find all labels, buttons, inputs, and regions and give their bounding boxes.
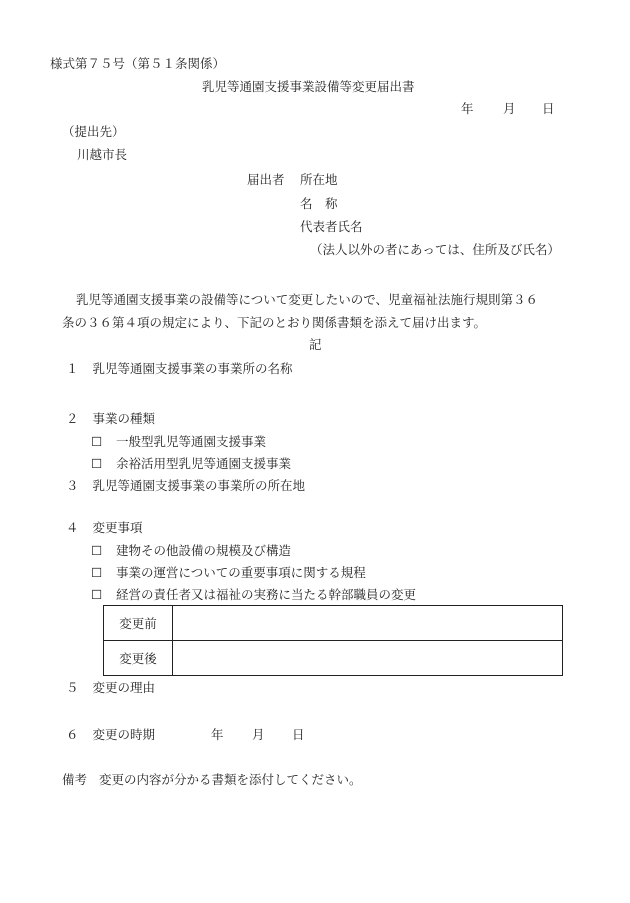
body-text-line2: 条の３６第４項の規定により、下記のとおり関係書類を添えて届け出ます。 [62, 315, 487, 330]
date-month: 月 [503, 101, 516, 116]
remarks-label: 備考 [62, 772, 88, 787]
item1-number: １ [66, 361, 79, 376]
applicant-note: （法人以外の者にあっては、住所及び氏名） [310, 242, 560, 257]
option-label: 建物その他設備の規模及び構造 [116, 543, 292, 558]
item6-month: 月 [252, 727, 265, 742]
option-label: 事業の運営についての重要事項に関する規程 [116, 565, 366, 580]
recipient-name: 川越市長 [77, 147, 128, 162]
table-row [104, 641, 563, 676]
body-text-line1: 乳児等通園支援事業の設備等について変更したいので、児童福祉法施行規則第３６ [76, 292, 539, 307]
remarks-text: 変更の内容が分かる書類を添付してください。 [99, 772, 362, 787]
checkbox-icon[interactable]: ☐ [91, 543, 103, 558]
page-title: 乳児等通園支援事業設備等変更届出書 [202, 79, 415, 94]
item2-number: ２ [66, 411, 79, 426]
item4-text: 変更事項 [92, 520, 143, 535]
item5 [66, 680, 155, 696]
before-input-cell[interactable] [173, 606, 563, 641]
checkbox-icon[interactable]: ☐ [91, 456, 103, 471]
option-label: 一般型乳児等通園支援事業 [116, 434, 267, 449]
option-label: 経営の責任者又は福祉の実務に当たる幹部職員の変更 [116, 587, 417, 602]
item2-option-surplus[interactable] [91, 456, 291, 472]
item2 [66, 411, 155, 427]
item1 [66, 361, 293, 377]
date-year: 年 [461, 101, 474, 116]
checkbox-icon[interactable]: ☐ [91, 434, 103, 449]
item4-number: ４ [66, 520, 79, 535]
table-row [104, 606, 563, 641]
item5-number: ５ [66, 680, 79, 695]
item1-text: 乳児等通園支援事業の事業所の名称 [92, 361, 293, 376]
after-input-cell[interactable] [173, 641, 563, 676]
ki-heading: 記 [309, 337, 322, 352]
applicant-heading: 届出者 [247, 172, 285, 187]
checkbox-icon[interactable]: ☐ [91, 587, 103, 602]
recipient-label: （提出先） [62, 124, 125, 139]
item6 [66, 727, 155, 743]
after-label: 変更後 [104, 641, 173, 676]
item4-option-staff[interactable] [91, 587, 416, 603]
remarks [62, 772, 362, 788]
change-table [103, 605, 563, 676]
item4-option-building[interactable] [91, 543, 291, 559]
item6-day: 日 [292, 727, 305, 742]
applicant-name-label: 名 称 [300, 196, 338, 211]
item4-option-rules[interactable] [91, 565, 366, 581]
option-label: 余裕活用型乳児等通園支援事業 [116, 456, 292, 471]
item4 [66, 520, 143, 536]
date-day: 日 [542, 101, 555, 116]
item2-option-general[interactable] [91, 434, 266, 450]
item3-number: ３ [66, 478, 79, 493]
item6-number: ６ [66, 727, 79, 742]
item6-text: 変更の時期 [92, 727, 156, 742]
checkbox-icon[interactable]: ☐ [91, 565, 103, 580]
form-number: 様式第７５号（第５１条関係） [50, 56, 226, 71]
item2-text: 事業の種類 [92, 411, 156, 426]
item5-text: 変更の理由 [92, 680, 156, 695]
applicant-representative-label: 代表者氏名 [300, 219, 363, 234]
item3 [66, 478, 305, 494]
before-label: 変更前 [104, 606, 173, 641]
item3-text: 乳児等通園支援事業の事業所の所在地 [92, 478, 306, 493]
applicant-address-label: 所在地 [300, 172, 338, 187]
item6-year: 年 [211, 727, 224, 742]
